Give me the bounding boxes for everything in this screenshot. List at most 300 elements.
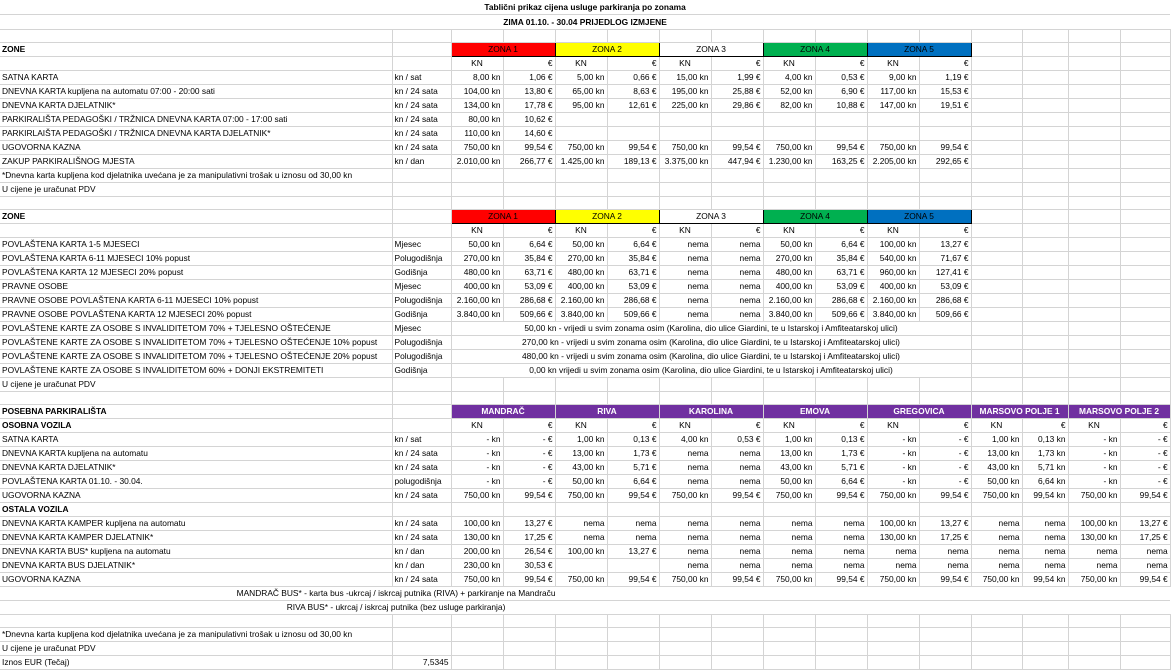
currency-eur[interactable]: €	[815, 419, 867, 433]
empty-cell[interactable]	[451, 378, 503, 392]
zone-1-header[interactable]: ZONA 1	[451, 210, 555, 224]
exchange-rate[interactable]: 7,5345	[392, 656, 451, 670]
price-cell[interactable]: - €	[503, 433, 555, 447]
currency-eur[interactable]: €	[815, 224, 867, 238]
price-cell[interactable]: 100,00 kn	[451, 517, 503, 531]
price-cell[interactable]	[711, 127, 763, 141]
price-cell[interactable]: 509,66 €	[919, 308, 971, 322]
empty-cell[interactable]	[1120, 628, 1170, 642]
price-cell[interactable]: 960,00 kn	[867, 266, 919, 280]
empty-cell[interactable]	[659, 628, 711, 642]
empty-cell[interactable]	[711, 183, 763, 197]
price-cell[interactable]: 0,66 €	[607, 71, 659, 85]
price-cell[interactable]: nema	[659, 545, 711, 559]
row-label[interactable]: DNEVNA KARTA BUS DJELATNIK*	[0, 559, 392, 573]
empty-cell[interactable]	[392, 405, 451, 419]
empty-cell[interactable]	[1022, 113, 1068, 127]
empty-cell[interactable]	[763, 169, 815, 183]
price-cell[interactable]: 134,00 kn	[451, 99, 503, 113]
price-cell[interactable]: - €	[1120, 461, 1170, 475]
price-cell[interactable]	[555, 559, 607, 573]
price-cell[interactable]: 10,62 €	[503, 113, 555, 127]
price-cell[interactable]: 82,00 kn	[763, 99, 815, 113]
price-cell[interactable]: 292,65 €	[919, 155, 971, 169]
price-cell[interactable]: 225,00 kn	[659, 99, 711, 113]
row-unit[interactable]: kn / dan	[392, 155, 451, 169]
footnote[interactable]: *Dnevna karta kupljena kod djelatnika uvećana je za manipulativni trošak u iznosu od 30,00 kn	[0, 628, 392, 642]
price-cell[interactable]: - kn	[1068, 461, 1120, 475]
empty-cell[interactable]	[763, 392, 815, 405]
price-cell[interactable]: 53,09 €	[815, 280, 867, 294]
empty-cell[interactable]	[1120, 99, 1170, 113]
price-cell[interactable]: 99,54 €	[815, 489, 867, 503]
zone-4-header[interactable]: ZONA 4	[763, 210, 867, 224]
empty-cell[interactable]	[392, 43, 451, 57]
price-cell[interactable]: - kn	[1068, 475, 1120, 489]
currency-eur[interactable]: €	[919, 224, 971, 238]
row-label[interactable]: POVLAŠTENA KARTA 12 MJESECI 20% popust	[0, 266, 392, 280]
empty-cell[interactable]	[919, 628, 971, 642]
empty-cell[interactable]	[971, 656, 1022, 670]
empty-cell[interactable]	[1068, 378, 1120, 392]
price-cell[interactable]: 5,71 kn	[1022, 461, 1068, 475]
vat-note[interactable]: U cijene je uračunat PDV	[0, 642, 392, 656]
empty-cell[interactable]	[1068, 155, 1120, 169]
empty-cell[interactable]	[392, 183, 451, 197]
empty-cell[interactable]	[0, 57, 392, 71]
place-header[interactable]: MARSOVO POLJE 2	[1068, 405, 1170, 419]
price-cell[interactable]: 26,54 €	[503, 545, 555, 559]
price-cell[interactable]: 99,54 €	[815, 141, 867, 155]
price-cell[interactable]: nema	[711, 531, 763, 545]
price-cell[interactable]: 2.160,00 kn	[451, 294, 503, 308]
price-cell[interactable]: 750,00 kn	[763, 141, 815, 155]
empty-cell[interactable]	[1068, 30, 1120, 43]
price-cell[interactable]: 43,00 kn	[763, 461, 815, 475]
price-cell[interactable]: 99,54 €	[711, 573, 763, 587]
empty-cell[interactable]	[659, 656, 711, 670]
empty-cell[interactable]	[1120, 336, 1170, 350]
price-cell[interactable]: 2.160,00 kn	[763, 294, 815, 308]
empty-cell[interactable]	[555, 503, 607, 517]
price-cell[interactable]: 480,00 kn	[763, 266, 815, 280]
empty-cell[interactable]	[763, 197, 815, 210]
sub-header[interactable]: OSTALA VOZILA	[0, 503, 392, 517]
empty-cell[interactable]	[392, 378, 451, 392]
price-cell[interactable]: 750,00 kn	[659, 489, 711, 503]
empty-cell[interactable]	[1068, 71, 1120, 85]
currency-kn[interactable]: KN	[451, 419, 503, 433]
row-unit[interactable]: kn / sat	[392, 71, 451, 85]
price-cell[interactable]: 8,00 kn	[451, 71, 503, 85]
price-cell[interactable]: nema	[1022, 531, 1068, 545]
empty-cell[interactable]	[971, 238, 1022, 252]
empty-cell[interactable]	[815, 628, 867, 642]
empty-cell[interactable]	[1068, 238, 1120, 252]
price-cell[interactable]: 99,54 kn	[1022, 573, 1068, 587]
empty-cell[interactable]	[1022, 322, 1068, 336]
empty-cell[interactable]	[1120, 197, 1170, 210]
price-cell[interactable]: - kn	[451, 461, 503, 475]
price-cell[interactable]: 99,54 €	[607, 489, 659, 503]
row-unit[interactable]: Godišnja	[392, 308, 451, 322]
row-unit[interactable]: Mjesec	[392, 280, 451, 294]
row-label[interactable]: PRAVNE OSOBE POVLAŠTENA KARTA 6-11 MJESECI 10% popust	[0, 294, 392, 308]
price-cell[interactable]: 1.230,00 kn	[763, 155, 815, 169]
price-cell[interactable]: 13,00 kn	[971, 447, 1022, 461]
empty-cell[interactable]	[451, 169, 503, 183]
empty-cell[interactable]	[1068, 656, 1120, 670]
empty-cell[interactable]	[1068, 183, 1120, 197]
empty-cell[interactable]	[392, 169, 451, 183]
empty-cell[interactable]	[1022, 99, 1068, 113]
price-cell[interactable]	[607, 127, 659, 141]
row-label[interactable]: UGOVORNA KAZNA	[0, 489, 392, 503]
price-cell[interactable]: nema	[607, 531, 659, 545]
empty-cell[interactable]	[1022, 336, 1068, 350]
price-cell[interactable]: 0,13 €	[815, 433, 867, 447]
price-cell[interactable]: 99,54 €	[711, 141, 763, 155]
price-cell[interactable]: nema	[555, 531, 607, 545]
empty-cell[interactable]	[555, 628, 607, 642]
empty-cell[interactable]	[607, 656, 659, 670]
empty-cell[interactable]	[607, 197, 659, 210]
empty-cell[interactable]	[971, 85, 1022, 99]
price-cell[interactable]: 99,54 €	[919, 489, 971, 503]
vat-note[interactable]: U cijene je uračunat PDV	[0, 378, 392, 392]
empty-cell[interactable]	[971, 197, 1022, 210]
empty-cell[interactable]	[1068, 615, 1120, 628]
empty-cell[interactable]	[1068, 127, 1120, 141]
price-cell[interactable]: 6,64 €	[815, 238, 867, 252]
price-cell[interactable]: 19,51 €	[919, 99, 971, 113]
empty-cell[interactable]	[555, 183, 607, 197]
empty-cell[interactable]	[451, 615, 503, 628]
price-cell[interactable]: nema	[659, 461, 711, 475]
empty-cell[interactable]	[1022, 308, 1068, 322]
price-cell[interactable]: 13,27 €	[503, 517, 555, 531]
currency-eur[interactable]: €	[1120, 419, 1170, 433]
price-cell[interactable]: 750,00 kn	[555, 489, 607, 503]
row-label[interactable]: DNEVNA KARTA KAMPER kupljena na automatu	[0, 517, 392, 531]
price-cell[interactable]: nema	[711, 517, 763, 531]
row-unit[interactable]: Godišnja	[392, 266, 451, 280]
price-cell[interactable]: nema	[1022, 559, 1068, 573]
row-label[interactable]: PRAVNE OSOBE POVLAŠTENA KARTA 12 MJESECI 20% popust	[0, 308, 392, 322]
empty-cell[interactable]	[971, 642, 1022, 656]
price-cell[interactable]: 400,00 kn	[451, 280, 503, 294]
price-cell[interactable]: - kn	[867, 475, 919, 489]
row-label[interactable]: UGOVORNA KAZNA	[0, 141, 392, 155]
empty-cell[interactable]	[971, 266, 1022, 280]
empty-cell[interactable]	[555, 656, 607, 670]
price-cell[interactable]: 99,54 kn	[1022, 489, 1068, 503]
empty-cell[interactable]	[1120, 238, 1170, 252]
currency-eur[interactable]: €	[919, 419, 971, 433]
empty-cell[interactable]	[971, 252, 1022, 266]
empty-cell[interactable]	[867, 642, 919, 656]
empty-cell[interactable]	[1120, 322, 1170, 336]
place-header[interactable]: EMOVA	[763, 405, 867, 419]
price-cell[interactable]: 50,00 kn	[763, 238, 815, 252]
empty-cell[interactable]	[503, 503, 555, 517]
empty-cell[interactable]	[659, 503, 711, 517]
price-cell[interactable]: 750,00 kn	[763, 573, 815, 587]
empty-cell[interactable]	[1022, 642, 1068, 656]
empty-cell[interactable]	[1120, 350, 1170, 364]
empty-cell[interactable]	[1120, 392, 1170, 405]
empty-cell[interactable]	[1068, 628, 1120, 642]
price-cell[interactable]: 750,00 kn	[1068, 489, 1120, 503]
empty-cell[interactable]	[711, 656, 763, 670]
empty-cell[interactable]	[971, 169, 1022, 183]
empty-cell[interactable]	[971, 392, 1022, 405]
price-cell[interactable]: 99,54 €	[1120, 573, 1170, 587]
row-unit[interactable]: Polugodišnja	[392, 294, 451, 308]
price-cell[interactable]: nema	[763, 545, 815, 559]
price-cell[interactable]: 13,00 kn	[555, 447, 607, 461]
price-cell[interactable]: 99,54 €	[503, 141, 555, 155]
price-cell[interactable]: 15,00 kn	[659, 71, 711, 85]
empty-cell[interactable]	[451, 183, 503, 197]
price-cell[interactable]	[555, 113, 607, 127]
price-cell[interactable]: 3.840,00 kn	[555, 308, 607, 322]
empty-cell[interactable]	[711, 197, 763, 210]
empty-cell[interactable]	[1068, 113, 1120, 127]
empty-cell[interactable]	[392, 392, 451, 405]
price-cell[interactable]: - €	[919, 447, 971, 461]
empty-cell[interactable]	[763, 656, 815, 670]
empty-cell[interactable]	[919, 503, 971, 517]
price-cell[interactable]: - €	[1120, 447, 1170, 461]
price-cell[interactable]: - €	[503, 447, 555, 461]
empty-cell[interactable]	[867, 503, 919, 517]
currency-eur[interactable]: €	[711, 224, 763, 238]
empty-cell[interactable]	[1022, 628, 1068, 642]
price-cell[interactable]: 99,54 €	[503, 573, 555, 587]
zone-5-header[interactable]: ZONA 5	[867, 210, 971, 224]
price-cell[interactable]: nema	[815, 517, 867, 531]
section-header[interactable]: ZONE	[0, 43, 392, 57]
empty-cell[interactable]	[1120, 656, 1170, 670]
price-cell[interactable]: 230,00 kn	[451, 559, 503, 573]
sub-header[interactable]: OSOBNA VOZILA	[0, 419, 392, 433]
empty-cell[interactable]	[971, 378, 1022, 392]
empty-cell[interactable]	[555, 392, 607, 405]
currency-kn[interactable]: KN	[763, 224, 815, 238]
empty-cell[interactable]	[919, 392, 971, 405]
span-value[interactable]: 270,00 kn - vrijedi u svim zonama osim (Karolina, dio ulice Giardini, te u Istarskoj i Amfiteatarskoj ulici)	[451, 336, 971, 350]
price-cell[interactable]: 99,54 €	[607, 573, 659, 587]
empty-cell[interactable]	[659, 615, 711, 628]
empty-cell[interactable]	[0, 615, 392, 628]
price-cell[interactable]: 4,00 kn	[763, 71, 815, 85]
price-cell[interactable]: 750,00 kn	[1068, 573, 1120, 587]
price-cell[interactable]: - kn	[1068, 447, 1120, 461]
empty-cell[interactable]	[607, 30, 659, 43]
price-cell[interactable]: nema	[867, 545, 919, 559]
price-cell[interactable]: 50,00 kn	[763, 475, 815, 489]
price-cell[interactable]: 270,00 kn	[555, 252, 607, 266]
row-label[interactable]: POVLAŠTENA KARTA 1-5 MJESECI	[0, 238, 392, 252]
empty-cell[interactable]	[1022, 57, 1068, 71]
price-cell[interactable]: 1,19 €	[919, 71, 971, 85]
price-cell[interactable]: 50,00 kn	[555, 238, 607, 252]
empty-cell[interactable]	[711, 30, 763, 43]
empty-cell[interactable]	[392, 57, 451, 71]
row-unit[interactable]: Polugodišnja	[392, 336, 451, 350]
row-unit[interactable]: Polugodišnja	[392, 252, 451, 266]
price-cell[interactable]: 509,66 €	[503, 308, 555, 322]
empty-cell[interactable]	[1022, 183, 1068, 197]
zone-5-header[interactable]: ZONA 5	[867, 43, 971, 57]
currency-kn[interactable]: KN	[451, 57, 503, 71]
empty-cell[interactable]	[919, 169, 971, 183]
empty-cell[interactable]	[867, 656, 919, 670]
price-cell[interactable]: 750,00 kn	[867, 489, 919, 503]
price-cell[interactable]: 2.010,00 kn	[451, 155, 503, 169]
price-cell[interactable]: 750,00 kn	[451, 573, 503, 587]
empty-cell[interactable]	[659, 197, 711, 210]
price-cell[interactable]: 9,00 kn	[867, 71, 919, 85]
price-cell[interactable]: 1,99 €	[711, 71, 763, 85]
empty-cell[interactable]	[971, 127, 1022, 141]
empty-cell[interactable]	[971, 30, 1022, 43]
price-cell[interactable]: nema	[919, 545, 971, 559]
price-cell[interactable]: nema	[659, 280, 711, 294]
price-cell[interactable]: - €	[503, 461, 555, 475]
empty-cell[interactable]	[867, 197, 919, 210]
price-cell[interactable]: nema	[711, 559, 763, 573]
empty-cell[interactable]	[867, 615, 919, 628]
row-unit[interactable]: kn / 24 sata	[392, 461, 451, 475]
empty-cell[interactable]	[0, 197, 392, 210]
empty-cell[interactable]	[659, 392, 711, 405]
empty-cell[interactable]	[711, 392, 763, 405]
price-cell[interactable]: - €	[919, 475, 971, 489]
row-unit[interactable]: kn / 24 sata	[392, 85, 451, 99]
empty-cell[interactable]	[1120, 57, 1170, 71]
empty-cell[interactable]	[451, 197, 503, 210]
empty-cell[interactable]	[1120, 615, 1170, 628]
price-cell[interactable]: nema	[1120, 545, 1170, 559]
empty-cell[interactable]	[815, 169, 867, 183]
empty-cell[interactable]	[451, 656, 503, 670]
price-cell[interactable]: 1,73 kn	[1022, 447, 1068, 461]
price-cell[interactable]: 147,00 kn	[867, 99, 919, 113]
price-cell[interactable]: nema	[1068, 545, 1120, 559]
price-cell[interactable]: nema	[711, 461, 763, 475]
empty-cell[interactable]	[1120, 71, 1170, 85]
price-cell[interactable]: 1,06 €	[503, 71, 555, 85]
span-value[interactable]: 480,00 kn - vrijedi u svim zonama osim (Karolina, dio ulice Giardini, te u Istarskoj i Amfiteatarskoj ulici)	[451, 350, 971, 364]
price-cell[interactable]: 5,71 €	[607, 461, 659, 475]
currency-kn[interactable]: KN	[867, 224, 919, 238]
empty-cell[interactable]	[1068, 350, 1120, 364]
empty-cell[interactable]	[971, 224, 1022, 238]
row-unit[interactable]: kn / 24 sata	[392, 573, 451, 587]
price-cell[interactable]: nema	[659, 559, 711, 573]
price-cell[interactable]: 270,00 kn	[763, 252, 815, 266]
empty-cell[interactable]	[503, 183, 555, 197]
bus-note[interactable]: RIVA BUS* - ukrcaj / iskrcaj putnika (bez usluge parkiranja)	[0, 601, 1170, 615]
empty-cell[interactable]	[971, 280, 1022, 294]
currency-eur[interactable]: €	[503, 224, 555, 238]
row-unit[interactable]: kn / 24 sata	[392, 447, 451, 461]
price-cell[interactable]: 53,09 €	[919, 280, 971, 294]
empty-cell[interactable]	[711, 378, 763, 392]
empty-cell[interactable]	[711, 642, 763, 656]
price-cell[interactable]: 99,54 €	[1120, 489, 1170, 503]
empty-cell[interactable]	[1120, 141, 1170, 155]
price-cell[interactable]: - kn	[451, 433, 503, 447]
price-cell[interactable]: 509,66 €	[607, 308, 659, 322]
price-cell[interactable]: 10,88 €	[815, 99, 867, 113]
row-unit[interactable]: kn / 24 sata	[392, 489, 451, 503]
price-cell[interactable]: 53,09 €	[607, 280, 659, 294]
price-cell[interactable]: 195,00 kn	[659, 85, 711, 99]
price-cell[interactable]: nema	[659, 308, 711, 322]
price-cell[interactable]: 6,64 €	[607, 475, 659, 489]
currency-kn[interactable]: KN	[659, 57, 711, 71]
price-cell[interactable]: 3.375,00 kn	[659, 155, 711, 169]
empty-cell[interactable]	[815, 183, 867, 197]
price-cell[interactable]: 3.840,00 kn	[763, 308, 815, 322]
price-cell[interactable]: nema	[659, 252, 711, 266]
empty-cell[interactable]	[815, 378, 867, 392]
empty-cell[interactable]	[1022, 350, 1068, 364]
price-cell[interactable]: nema	[659, 517, 711, 531]
price-cell[interactable]: 750,00 kn	[867, 573, 919, 587]
price-cell[interactable]: nema	[815, 545, 867, 559]
empty-cell[interactable]	[0, 30, 392, 43]
price-cell[interactable]	[919, 113, 971, 127]
zone-3-header[interactable]: ZONA 3	[659, 210, 763, 224]
price-cell[interactable]: 53,09 €	[503, 280, 555, 294]
price-cell[interactable]: 130,00 kn	[1068, 531, 1120, 545]
price-cell[interactable]: 4,00 kn	[659, 433, 711, 447]
price-cell[interactable]: nema	[555, 517, 607, 531]
price-cell[interactable]: 50,00 kn	[971, 475, 1022, 489]
zone-2-header[interactable]: ZONA 2	[555, 210, 659, 224]
empty-cell[interactable]	[815, 656, 867, 670]
empty-cell[interactable]	[867, 183, 919, 197]
vat-note[interactable]: U cijene je uračunat PDV	[0, 183, 392, 197]
empty-cell[interactable]	[451, 30, 503, 43]
row-unit[interactable]: kn / dan	[392, 545, 451, 559]
empty-cell[interactable]	[1068, 57, 1120, 71]
zone-2-header[interactable]: ZONA 2	[555, 43, 659, 57]
empty-cell[interactable]	[1120, 169, 1170, 183]
currency-kn[interactable]: KN	[555, 224, 607, 238]
currency-kn[interactable]: KN	[763, 57, 815, 71]
price-cell[interactable]: nema	[1022, 517, 1068, 531]
place-header[interactable]: KAROLINA	[659, 405, 763, 419]
empty-cell[interactable]	[867, 628, 919, 642]
row-unit[interactable]: kn / 24 sata	[392, 99, 451, 113]
empty-cell[interactable]	[392, 30, 451, 43]
empty-cell[interactable]	[607, 378, 659, 392]
empty-cell[interactable]	[503, 392, 555, 405]
empty-cell[interactable]	[1120, 308, 1170, 322]
empty-cell[interactable]	[607, 169, 659, 183]
price-cell[interactable]	[659, 127, 711, 141]
empty-cell[interactable]	[1068, 141, 1120, 155]
empty-cell[interactable]	[607, 628, 659, 642]
empty-cell[interactable]	[1120, 30, 1170, 43]
price-cell[interactable]: 117,00 kn	[867, 85, 919, 99]
empty-cell[interactable]	[1022, 266, 1068, 280]
